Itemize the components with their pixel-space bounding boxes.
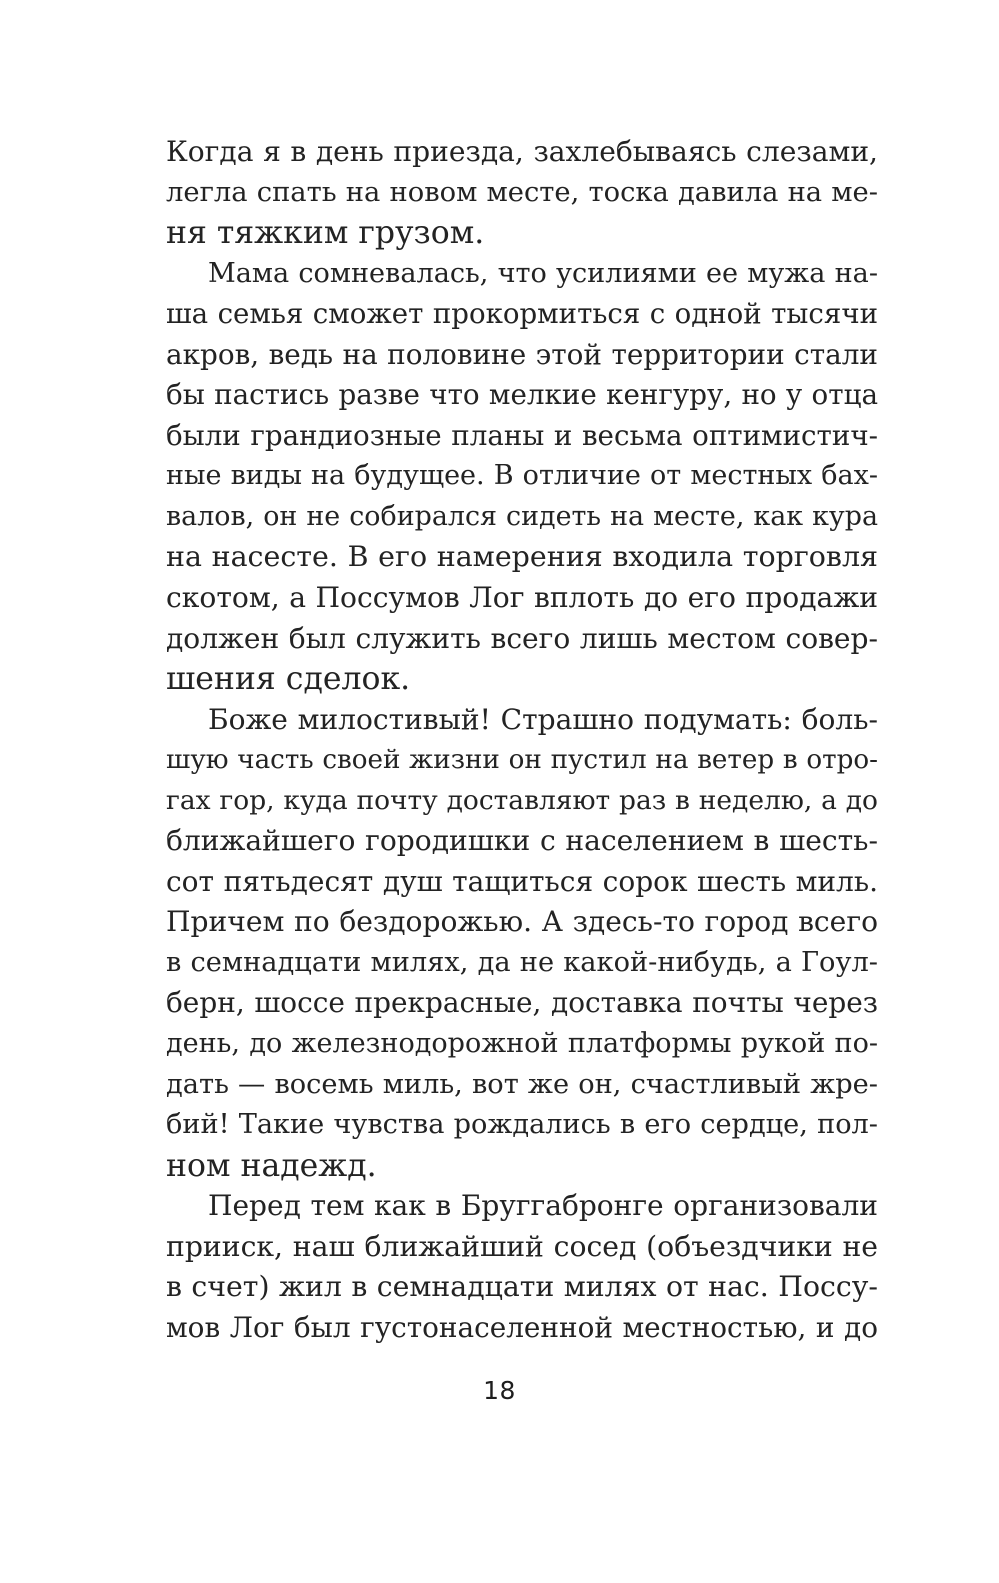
text-line: гах гор, куда почту доставляют раз в неделю, а до <box>166 784 878 816</box>
text-line: мов Лог был густонаселенной местностью, и до <box>166 1310 878 1344</box>
text-line: ном надежд. <box>166 1147 377 1184</box>
text-line: бий! Такие чувства рождались в его сердце, пол- <box>166 1109 878 1141</box>
text-line: Перед тем как в Бруггабронге организовали <box>208 1189 878 1223</box>
text-line: валов, он не собирался сидеть на месте, как кура <box>166 500 878 532</box>
text-line: Мама сомневалась, что усилиями ее мужа на- <box>208 257 878 289</box>
text-line: должен был служить всего лишь местом совер- <box>166 621 878 655</box>
text-line: в семнадцати милях, да не какой-нибудь, а Гоул- <box>166 946 878 978</box>
text-line: Причем по бездорожью. А здесь-то город всего <box>166 905 878 939</box>
text-line: были грандиозные планы и весьма оптимистич- <box>166 418 878 452</box>
text-line: день, до железнодорожной платформы рукой по- <box>166 1028 878 1060</box>
text-line: Когда я в день приезда, захлебываясь слезами, <box>166 135 878 168</box>
text-line: скотом, а Поссумов Лог вплоть до его продажи <box>166 581 878 615</box>
text-line: шения сделок. <box>166 661 411 698</box>
text-line: акров, ведь на половине этой территории стали <box>166 337 878 371</box>
body-text <box>166 132 878 1348</box>
text-line: в счет) жил в семнадцати милях от нас. Поссу- <box>166 1270 878 1304</box>
text-line: на насесте. В его намерения входила торговля <box>166 540 878 574</box>
text-line: ша семья сможет прокормиться с одной тысячи <box>166 297 878 331</box>
text-line: сот пятьдесят душ тащиться сорок шесть миль. <box>166 864 878 898</box>
text-line: шую часть своей жизни он пустил на ветер в отро- <box>166 745 878 776</box>
text-line: легла спать на новом месте, тоска давила на ме- <box>166 176 878 208</box>
text-line: ближайшего городишки с населением в шесть- <box>166 824 878 858</box>
text-line: дать — восемь миль, вот же он, счастливый жре- <box>166 1068 878 1100</box>
text-line: ня тяжким грузом. <box>166 215 485 252</box>
text-line: прииск, наш ближайший сосед (объездчики не <box>166 1229 878 1263</box>
page-number: 18 <box>483 1376 516 1405</box>
text-line: берн, шоссе прекрасные, доставка почты через <box>166 986 878 1020</box>
text-line: бы пастись разве что мелкие кенгуру, но у отца <box>166 378 878 412</box>
text-line: Боже милостивый! Страшно подумать: боль- <box>208 702 878 736</box>
text-line: ные виды на будущее. В отличие от местных бах- <box>166 460 878 492</box>
